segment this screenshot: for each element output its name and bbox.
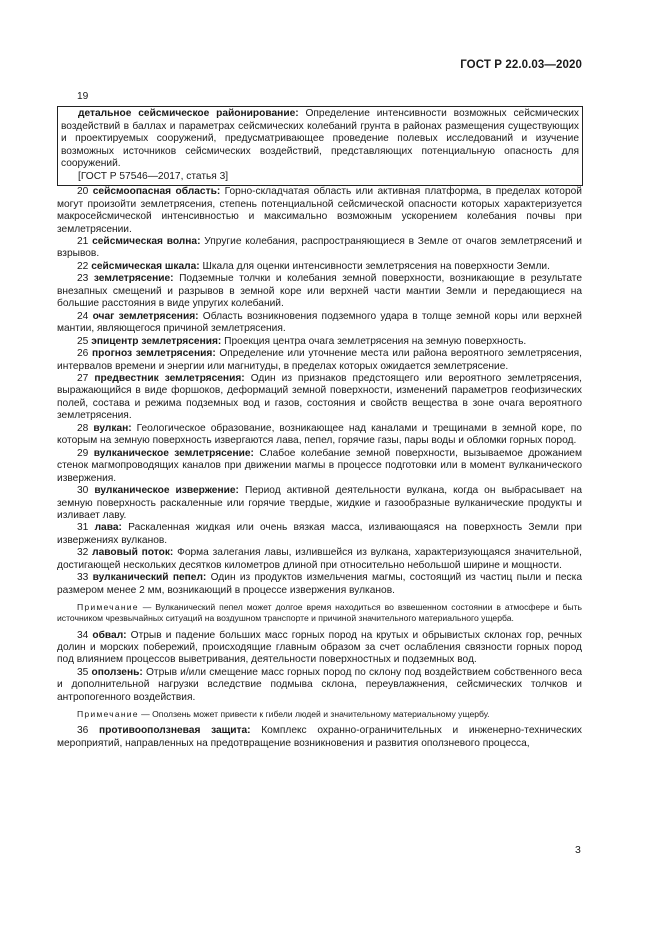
- term-entry-34: [57, 630, 582, 667]
- term-19-definition: [61, 108, 579, 170]
- note-2: [57, 709, 582, 720]
- note-2-label: Примечание: [77, 709, 139, 720]
- term-title: сейсмическая волна:: [92, 235, 201, 247]
- term-entry-23: [57, 273, 582, 310]
- term-title: сейсмоопасная область:: [92, 186, 221, 198]
- term-entry-35: [57, 667, 582, 704]
- term-36-title: противооползневая защита:: [99, 725, 251, 737]
- term-title: вулканический пепел:: [92, 572, 207, 584]
- document-body: [57, 91, 582, 750]
- term-title: лава:: [94, 522, 122, 534]
- term-entry-21: [57, 236, 582, 261]
- term-text: Подземные толчки и колебания земной поверхности, возникающие в результате внезапных смещений и разрывов в земной коре или верхней части мантии Земли и передающиеся на большие расстояния в виде упругих колебаний.: [57, 273, 583, 310]
- term-text: Отрыв и/или смещение масс горных пород по склону под воздействием собственного веса и дополнительной нагрузки вследствие подмыва склона, переувлажнения, сейсмических толчков и антропогенного воздействия.: [57, 666, 582, 703]
- term-text: Раскаленная жидкая или очень вязкая масса, изливающаяся на поверхность Земли при извержениях вулканов.: [57, 522, 582, 546]
- note-1: [57, 602, 582, 624]
- term-number: 20: [77, 186, 89, 198]
- term-list-b: [57, 630, 582, 705]
- term-number: 25: [77, 335, 89, 347]
- term-text: Определение или уточнение места или района вероятного землетрясения, интервалов времени и энергии или магнитуды, в пределах которых ожидается землетрясение.: [57, 348, 582, 372]
- term-title: вулканическое землетрясение:: [93, 447, 254, 459]
- term-title: обвал:: [92, 629, 127, 641]
- note-2-dash: —: [141, 709, 150, 720]
- term-number: 32: [77, 547, 89, 559]
- term-entry-22: [57, 261, 582, 273]
- term-number: 26: [77, 348, 89, 360]
- note-1-dash: —: [142, 602, 152, 613]
- term-entry-31: [57, 522, 582, 547]
- term-19-reference: [ГОСТ Р 57546—2017, статья 3]: [78, 170, 229, 182]
- term-title: лавовый поток:: [92, 547, 174, 559]
- term-entry-33: [57, 572, 582, 597]
- term-number: 35: [77, 666, 89, 678]
- term-36-text: Комплекс охранно-ограничительных и инженерно-технических мероприятий, направленных на предотвращение возникновения и развития оползневого процесса,: [57, 725, 582, 749]
- term-text: Геологическое образование, возникающее над каналами и трещинами в земной коре, по которым на земную поверхность извергаются лава, пепел, горячие газы, пары воды и обломки горных пород.: [57, 422, 582, 447]
- term-number: 27: [77, 372, 89, 384]
- term-number: 28: [77, 422, 89, 434]
- term-title: предвестник землетрясения:: [94, 372, 245, 384]
- page-number: 3: [575, 844, 581, 856]
- term-text: Период активной деятельности вулкана, когда он выбрасывает на земную поверхность раскаленные или горячие твердые, жидкие и газообразные вулканические продукты и изливает лаву.: [57, 485, 582, 521]
- term-number: 21: [77, 235, 89, 247]
- term-number: 30: [77, 485, 89, 497]
- term-title: вулканическое извержение:: [94, 485, 239, 497]
- term-36-number: 36: [77, 725, 89, 737]
- term-title: очаг землетрясения:: [92, 310, 199, 322]
- document-header: ГОСТ Р 22.0.03—2020: [460, 59, 582, 71]
- term-entry-36: [57, 725, 582, 750]
- quoted-definition-box: [57, 106, 583, 186]
- term-entry-29: [57, 448, 582, 485]
- term-text: Горно-складчатая область или активная платформа, в пределах которой могут произойти землетрясения, степень потенциальной сейсмической опасности которых характеризуется макросейсмической интенсивностью и максимально возможным ускорением колебания почвы при землетрясении.: [57, 186, 582, 235]
- term-entry-26: [57, 348, 582, 373]
- term-text: Форма залегания лавы, излившейся из вулкана, характеризующаяся значительной, достигающей нескольких десятков километров длиной при относительно небольшой ширине и мощности.: [57, 547, 582, 571]
- term-text: Один из признаков предстоящего или вероятного землетрясения, выражающийся в виде форшоков, деформаций земной поверхности, изменений параметров геофизических полей, состава и режима подземных вод и газов, состояния и свойств вещества в зоне очага вероятного землетрясения.: [57, 372, 582, 422]
- term-number: 34: [77, 629, 89, 641]
- note-1-label: Примечание: [77, 602, 139, 613]
- term-text: Шкала для оценки интенсивности землетрясения на поверхности Земли.: [202, 260, 550, 272]
- term-title: сейсмическая шкала:: [91, 260, 200, 272]
- term-entry-20: [57, 186, 582, 236]
- term-number: 29: [77, 447, 89, 459]
- term-text: Упругие колебания, распространяющиеся в Земле от очагов землетрясений и взрывов.: [57, 235, 582, 260]
- note-1-text: Вулканический пепел может долгое время находиться во взвешенном состоянии в атмосфере и быть источником чрезвычайных ситуаций на воздушном транспорте и причиной значительного материального ущерба.: [57, 602, 583, 624]
- term-19-title: детальное сейсмическое районирование:: [78, 108, 299, 120]
- term-text: Слабое колебание земной поверхности, вызываемое дрожанием стенок магмопроводящих каналов при движении магмы в процессе подготовки или в момент вулканического извержения.: [57, 447, 582, 484]
- term-entry-24: [57, 311, 582, 336]
- term-text: Отрыв и падение больших масс горных пород на крутых и обрывистых склонах гор, речных долин и морских побережий, происходящие главным образом за счет ослабления связности горных пород под влиянием процессов выветривания, деятельности поверхностных и подземных вод.: [57, 629, 582, 666]
- term-text: Проекция центра очага землетрясения на земную поверхность.: [224, 335, 527, 347]
- term-entry-30: [57, 485, 582, 522]
- term-title: эпицентр землетрясения:: [91, 335, 222, 347]
- term-entry-32: [57, 547, 582, 572]
- term-entry-28: [57, 423, 582, 448]
- term-number: 23: [77, 273, 89, 285]
- term-title: оползень:: [91, 666, 143, 678]
- term-number: 24: [77, 310, 89, 322]
- term-number: 33: [77, 572, 89, 584]
- term-entry-25: [57, 336, 582, 348]
- note-2-text: Оползень может привести к гибели людей и значительному материальному ущербу.: [152, 709, 490, 720]
- term-list-a: [57, 186, 582, 597]
- term-title: вулкан:: [93, 422, 132, 434]
- term-19-text: Определение интенсивности возможных сейсмических воздействий в баллах и параметрах сейсмических колебаний грунта в районах размещения существующих и проектируемых сооружений, предусматривающее проведение полевых исследований и изучение возможных источников сейсмических воздействий, представляющих потенциальную опасность для сооружений.: [61, 108, 579, 170]
- term-text: Один из продуктов измельчения магмы, состоящий из частиц пыли и песка размером менее 2 мм, возникающий в процессе извержения вулканов.: [57, 572, 582, 596]
- term-title: прогноз землетрясения:: [91, 348, 216, 360]
- term-number: 22: [77, 260, 89, 272]
- term-text: Область возникновения подземного удара в толще земной коры или верхней мантии, являющегося причиной землетрясения.: [57, 310, 582, 335]
- term-19-number: 19: [77, 91, 89, 102]
- term-entry-27: [57, 373, 582, 423]
- term-title: землетрясение:: [93, 273, 174, 285]
- term-number: 31: [77, 522, 89, 534]
